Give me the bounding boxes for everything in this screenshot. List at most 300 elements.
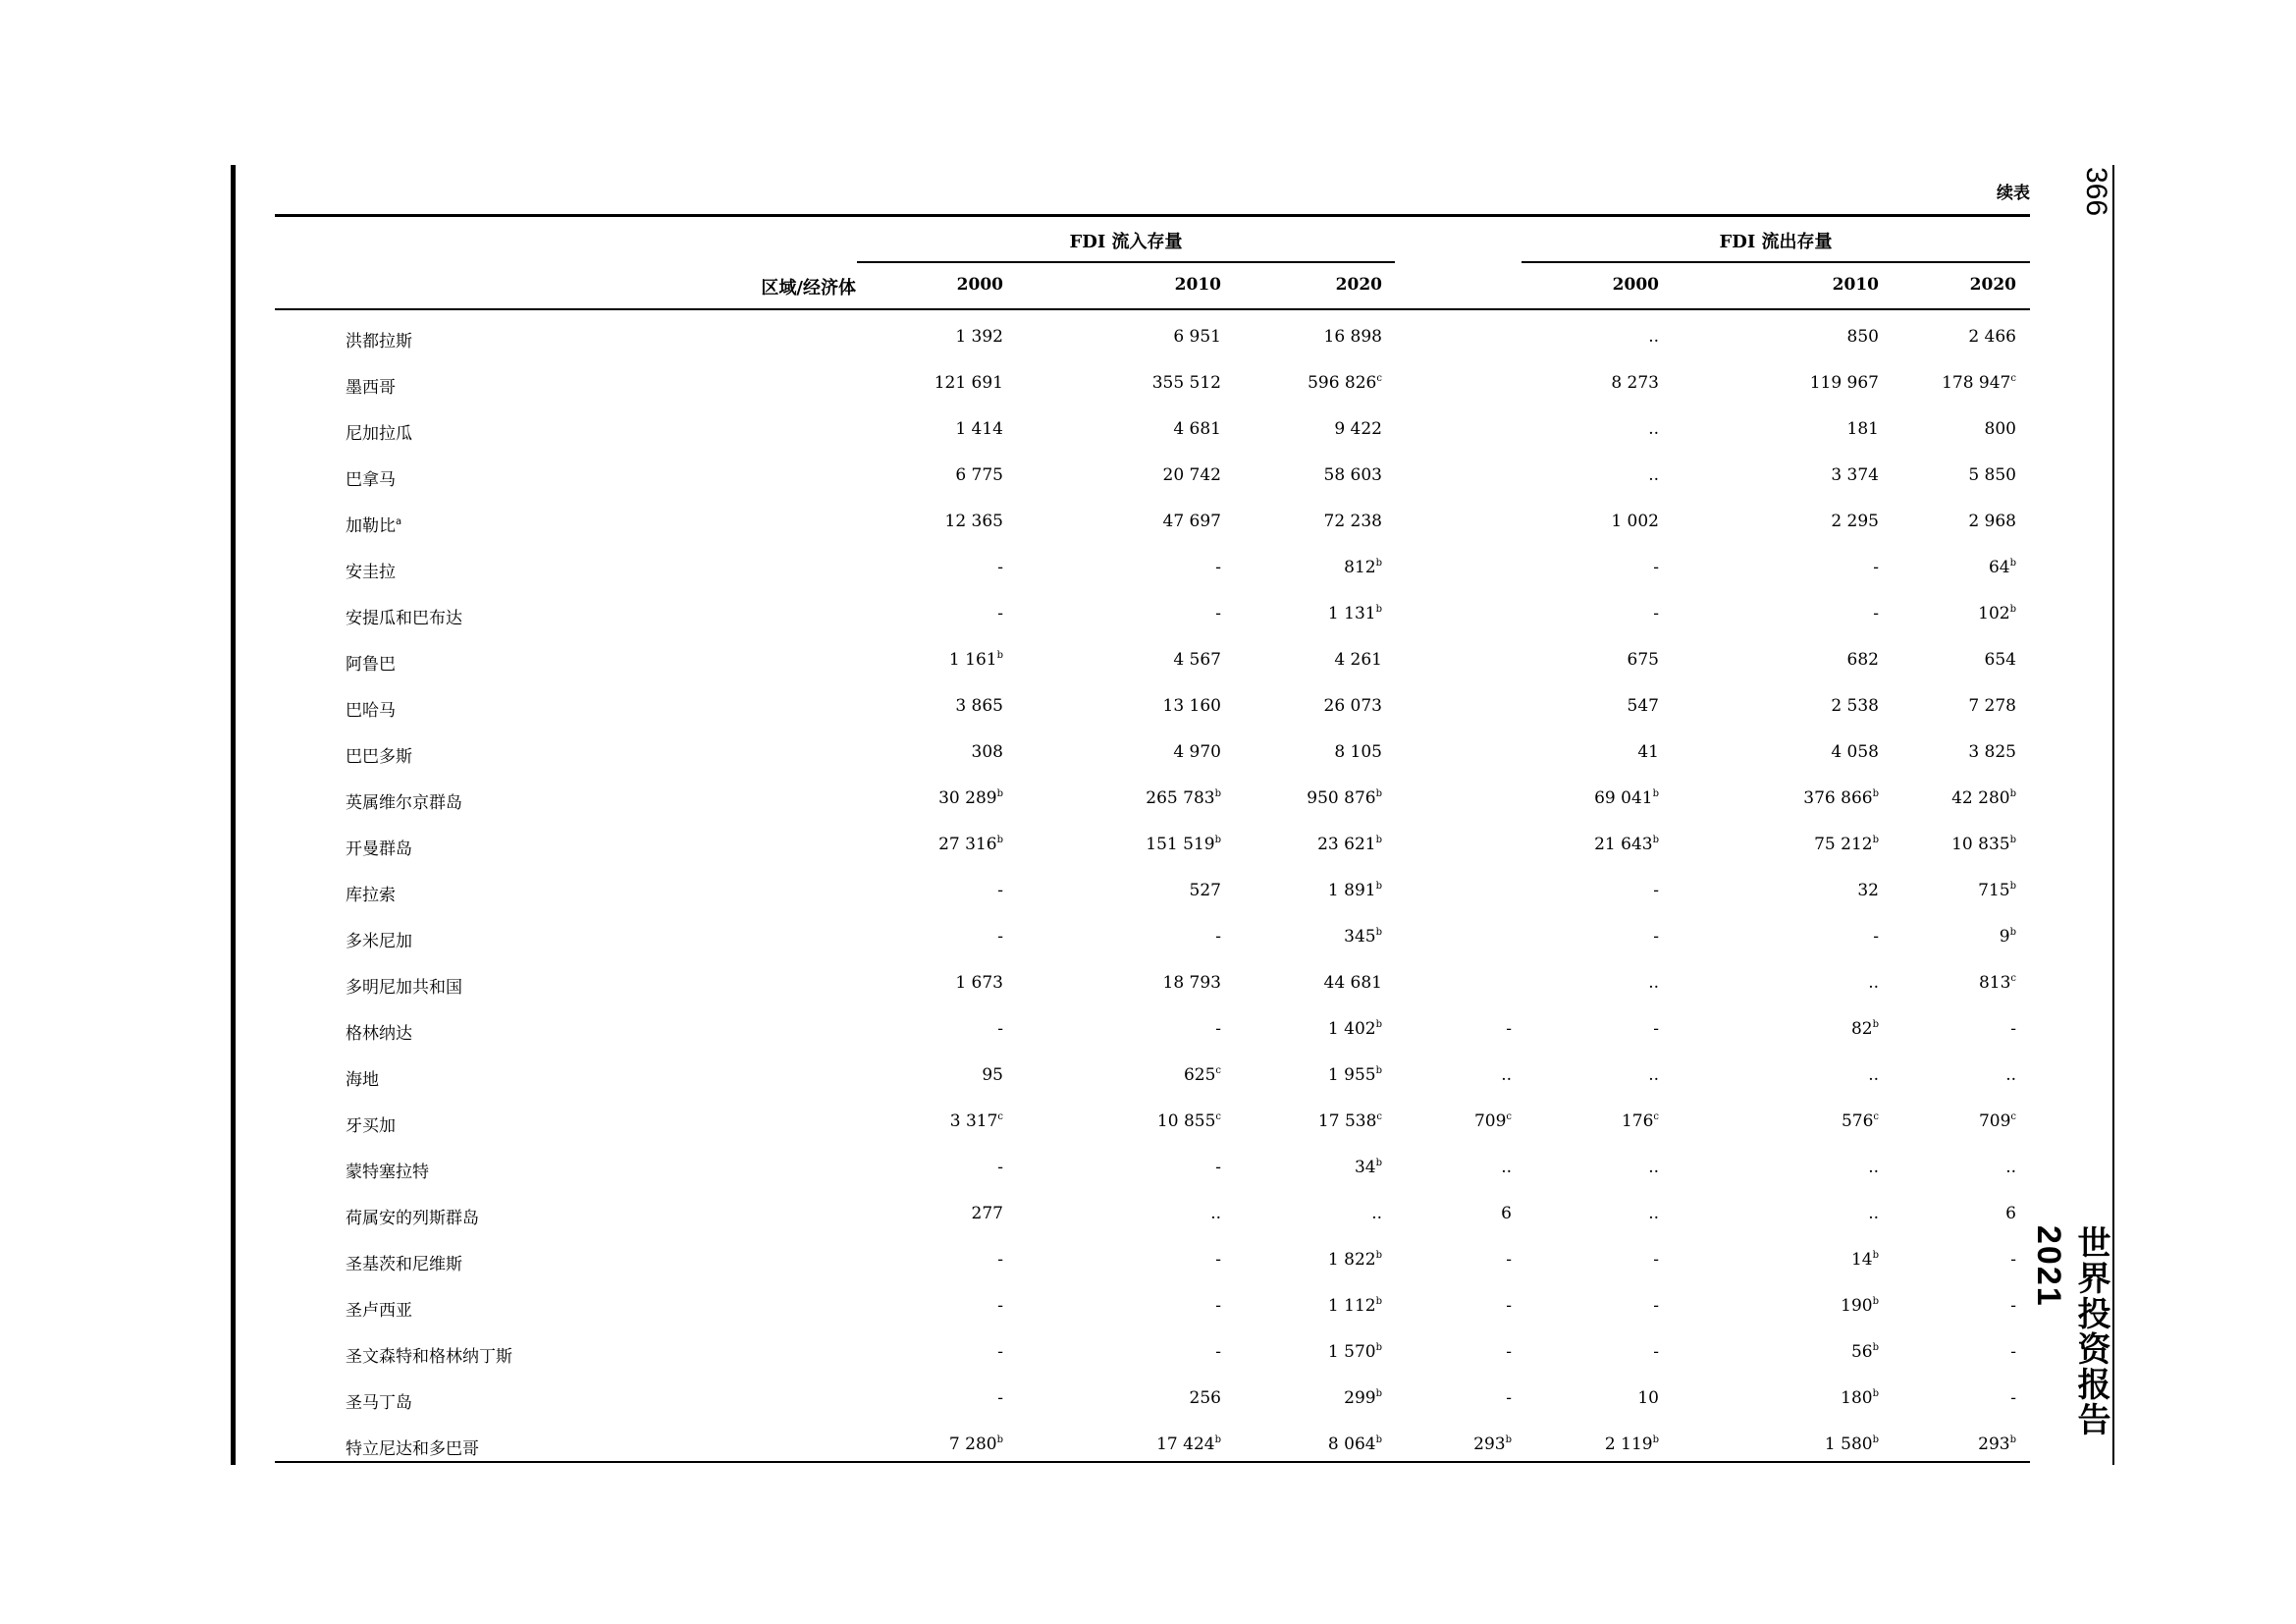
value-text: - — [1653, 927, 1659, 947]
value-text: 121 691 — [934, 373, 1003, 393]
inflow-year-2000: 2000 — [956, 275, 1003, 295]
economy-name — [346, 835, 412, 859]
economy-name — [346, 881, 396, 905]
outflow-group-rule — [1522, 261, 2030, 263]
value-cell — [1759, 1158, 1879, 1177]
value-cell — [1262, 1250, 1382, 1270]
value-cell — [1895, 373, 2016, 393]
value-cell — [1541, 742, 1659, 762]
value-text: 2 538 — [1831, 696, 1879, 716]
value-text: 20 742 — [1162, 465, 1221, 485]
value-cell — [1895, 650, 2016, 670]
value-cell — [1262, 1435, 1382, 1454]
value-text: - — [1873, 604, 1879, 623]
economy-name-text: 特立尼达和多巴哥 — [346, 1439, 479, 1459]
value-cell — [1262, 835, 1382, 854]
economy-name — [346, 1250, 462, 1274]
value-cell — [1759, 696, 1879, 716]
value-text: 6 — [1501, 1204, 1512, 1223]
table-row — [0, 317, 2296, 363]
value-cell — [1759, 881, 1879, 900]
value-text: 8 064 — [1327, 1435, 1376, 1454]
footnote-marker: b — [1375, 1158, 1382, 1168]
table-top-rule — [275, 214, 2030, 217]
value-cell — [883, 742, 1003, 762]
value-cell — [1541, 512, 1659, 531]
value-cell — [1262, 927, 1382, 947]
value-text: 23 621 — [1317, 835, 1376, 854]
value-text: - — [1215, 1158, 1221, 1177]
footnote-marker: a — [396, 516, 402, 527]
economy-name-text: 圣卢西亚 — [346, 1301, 412, 1321]
value-text: - — [1653, 881, 1659, 900]
table-row — [0, 1379, 2296, 1425]
value-cell — [1394, 1019, 1512, 1039]
value-cell — [1759, 1435, 1879, 1454]
value-text: 10 835 — [1951, 835, 2010, 854]
value-text: - — [1506, 1019, 1512, 1039]
table-header-rule — [275, 308, 2030, 310]
economy-name — [346, 512, 401, 536]
footnote-marker: b — [2009, 881, 2016, 892]
value-text: 4 567 — [1173, 650, 1221, 670]
footnote-marker: b — [1214, 835, 1221, 845]
value-cell — [1895, 1296, 2016, 1316]
value-text: 4 261 — [1334, 650, 1382, 670]
value-cell — [1394, 1204, 1512, 1223]
value-cell — [1101, 512, 1221, 531]
value-cell — [1541, 881, 1659, 900]
economy-name-text: 洪都拉斯 — [346, 332, 412, 352]
table-row — [0, 732, 2296, 779]
value-text: 800 — [1984, 419, 2016, 439]
outflow-year-2020: 2020 — [1969, 275, 2016, 295]
economy-name — [346, 742, 412, 767]
table-body — [0, 317, 2296, 1471]
value-text: 69 041 — [1594, 788, 1653, 808]
value-cell — [1541, 1388, 1659, 1408]
value-cell — [1895, 1250, 2016, 1270]
value-cell — [1101, 788, 1221, 808]
footnote-marker: c — [2010, 373, 2016, 384]
economy-name-text: 安提瓜和巴布达 — [346, 609, 462, 628]
value-text: 12 365 — [944, 512, 1003, 531]
economy-name — [346, 558, 396, 582]
table-row — [0, 686, 2296, 732]
footnote-marker: b — [2009, 1435, 2016, 1445]
value-text: - — [997, 881, 1003, 900]
value-text: 8 273 — [1611, 373, 1659, 393]
footnote-marker: b — [2009, 927, 2016, 938]
value-cell — [1759, 465, 1879, 485]
economy-name-text: 开曼群岛 — [346, 839, 412, 859]
value-cell — [1541, 419, 1659, 439]
value-cell — [1541, 558, 1659, 577]
table-row — [0, 456, 2296, 502]
value-cell — [1262, 558, 1382, 577]
footnote-marker: c — [1215, 1111, 1221, 1122]
value-text: .. — [1648, 1158, 1659, 1177]
economy-name-text: 英属维尔京群岛 — [346, 793, 462, 813]
value-text: 527 — [1189, 881, 1221, 900]
value-cell — [1895, 696, 2016, 716]
value-cell — [1101, 696, 1221, 716]
value-text: - — [1215, 1019, 1221, 1039]
economy-name-text: 墨西哥 — [346, 378, 396, 398]
value-cell — [1895, 465, 2016, 485]
value-cell — [1541, 1204, 1659, 1223]
footnote-marker: b — [2009, 558, 2016, 568]
economy-name — [346, 1111, 396, 1136]
value-cell — [1101, 419, 1221, 439]
value-cell — [883, 1250, 1003, 1270]
value-text: - — [2010, 1296, 2016, 1316]
economy-name-text: 蒙特塞拉特 — [346, 1163, 429, 1182]
value-text: - — [1873, 558, 1879, 577]
value-cell — [883, 512, 1003, 531]
value-text: 293 — [1473, 1435, 1506, 1454]
value-text: 1 131 — [1327, 604, 1376, 623]
value-cell — [1262, 1019, 1382, 1039]
value-text: - — [997, 1158, 1003, 1177]
economy-name-text: 尼加拉瓜 — [346, 424, 412, 444]
value-text: 58 603 — [1323, 465, 1382, 485]
economy-name — [346, 1296, 412, 1321]
value-text: 17 538 — [1317, 1111, 1377, 1131]
economy-name — [346, 927, 412, 951]
value-text: 190 — [1841, 1296, 1873, 1316]
value-cell — [1394, 1158, 1512, 1177]
value-cell — [883, 881, 1003, 900]
value-cell — [883, 973, 1003, 993]
value-text: 27 316 — [938, 835, 997, 854]
value-cell — [1895, 1388, 2016, 1408]
value-cell — [1101, 1019, 1221, 1039]
value-cell — [1541, 696, 1659, 716]
value-cell — [883, 696, 1003, 716]
value-text: 119 967 — [1809, 373, 1879, 393]
value-text: 17 424 — [1156, 1435, 1215, 1454]
value-cell — [1541, 973, 1659, 993]
footnote-marker: b — [1872, 1342, 1879, 1353]
value-cell — [1895, 881, 2016, 900]
footnote-marker: b — [1872, 1250, 1879, 1261]
table-row — [0, 1194, 2296, 1240]
value-text: - — [997, 1019, 1003, 1039]
value-text: - — [997, 1296, 1003, 1316]
value-cell — [1759, 1296, 1879, 1316]
value-cell — [1759, 973, 1879, 993]
value-text: 625 — [1183, 1065, 1216, 1085]
value-text: 64 — [1988, 558, 2010, 577]
table-row — [0, 1148, 2296, 1194]
footnote-marker: c — [1506, 1111, 1512, 1122]
value-cell — [883, 1296, 1003, 1316]
economy-name-text: 圣基茨和尼维斯 — [346, 1255, 462, 1274]
value-cell — [1101, 1111, 1221, 1131]
value-text: 1 891 — [1327, 881, 1376, 900]
footnote-marker: b — [1652, 788, 1659, 799]
economy-name — [346, 327, 412, 352]
value-text: 75 212 — [1814, 835, 1873, 854]
value-cell — [1895, 1158, 2016, 1177]
value-text: 277 — [971, 1204, 1003, 1223]
value-text: - — [1653, 558, 1659, 577]
economy-name-text: 圣马丁岛 — [346, 1393, 412, 1413]
value-cell — [1101, 650, 1221, 670]
value-text: 6 951 — [1173, 327, 1221, 347]
table-row — [0, 363, 2296, 409]
value-text: 1 955 — [1327, 1065, 1376, 1085]
value-text: 299 — [1344, 1388, 1376, 1408]
value-text: - — [2010, 1250, 2016, 1270]
value-text: 1 673 — [955, 973, 1003, 993]
value-text: 1 570 — [1327, 1342, 1376, 1362]
value-cell — [1895, 788, 2016, 808]
value-text: 355 512 — [1151, 373, 1221, 393]
outflow-group-title: FDI 流出存量 — [1719, 232, 1833, 252]
value-text: 293 — [1978, 1435, 2010, 1454]
value-cell — [1895, 1065, 2016, 1085]
value-cell — [1262, 650, 1382, 670]
value-cell — [883, 927, 1003, 947]
value-cell — [1262, 373, 1382, 393]
value-cell — [1262, 1111, 1382, 1131]
footnote-marker: b — [1375, 1019, 1382, 1030]
value-text: .. — [1210, 1204, 1221, 1223]
value-text: 308 — [971, 742, 1003, 762]
table-row — [0, 502, 2296, 548]
value-cell — [1262, 604, 1382, 623]
value-text: 709 — [1978, 1111, 2011, 1131]
value-text: .. — [1501, 1158, 1512, 1177]
value-text: - — [1653, 1250, 1659, 1270]
value-cell — [1759, 650, 1879, 670]
value-cell — [1394, 1296, 1512, 1316]
economy-name-text: 多米尼加 — [346, 932, 412, 951]
value-text: 7 280 — [948, 1435, 997, 1454]
value-text: - — [1506, 1342, 1512, 1362]
value-text: 654 — [1984, 650, 2016, 670]
value-text: 16 898 — [1323, 327, 1382, 347]
value-text: 2 119 — [1604, 1435, 1653, 1454]
economy-name — [346, 788, 462, 813]
value-text: - — [1653, 1342, 1659, 1362]
value-cell — [1759, 1342, 1879, 1362]
table-row — [0, 917, 2296, 963]
value-cell — [1895, 327, 2016, 347]
value-cell — [1759, 419, 1879, 439]
value-cell — [1101, 1342, 1221, 1362]
value-cell — [883, 1019, 1003, 1039]
table-row — [0, 594, 2296, 640]
footnote-marker: b — [1505, 1435, 1512, 1445]
economy-name — [346, 604, 462, 628]
footnote-marker: b — [1375, 881, 1382, 892]
value-cell — [883, 558, 1003, 577]
economy-name-text: 库拉索 — [346, 886, 396, 905]
value-cell — [1541, 1111, 1659, 1131]
value-text: 1 161 — [948, 650, 997, 670]
value-text: 21 643 — [1594, 835, 1653, 854]
value-text: 1 822 — [1327, 1250, 1376, 1270]
value-text: .. — [2005, 1065, 2016, 1085]
value-cell — [1895, 973, 2016, 993]
value-cell — [1101, 1204, 1221, 1223]
footnote-marker: b — [996, 835, 1003, 845]
value-text: 1 392 — [955, 327, 1003, 347]
value-cell — [1262, 881, 1382, 900]
value-text: .. — [1648, 973, 1659, 993]
value-text: - — [1506, 1250, 1512, 1270]
value-cell — [883, 1204, 1003, 1223]
value-text: 41 — [1637, 742, 1659, 762]
table-row — [0, 1286, 2296, 1332]
value-cell — [1262, 1388, 1382, 1408]
value-cell — [1394, 1342, 1512, 1362]
economy-name-text: 阿鲁巴 — [346, 655, 396, 675]
footnote-marker: c — [1376, 1111, 1382, 1122]
value-text: 345 — [1344, 927, 1376, 947]
footnote-marker: b — [1872, 835, 1879, 845]
value-cell — [1895, 512, 2016, 531]
value-cell — [1759, 1111, 1879, 1131]
value-text: .. — [1868, 973, 1879, 993]
value-cell — [883, 1065, 1003, 1085]
value-text: 547 — [1627, 696, 1659, 716]
value-cell — [1541, 927, 1659, 947]
value-text: 13 160 — [1162, 696, 1221, 716]
page-number: 366 — [2080, 167, 2112, 217]
value-cell — [1101, 327, 1221, 347]
value-cell — [1541, 1435, 1659, 1454]
value-text: 1 580 — [1824, 1435, 1873, 1454]
value-text: 2 968 — [1968, 512, 2016, 531]
economy-name-text: 巴哈马 — [346, 701, 396, 721]
value-text: 44 681 — [1323, 973, 1382, 993]
value-text: - — [1653, 1296, 1659, 1316]
value-cell — [1895, 604, 2016, 623]
value-cell — [1541, 1250, 1659, 1270]
footnote-marker: b — [1375, 1250, 1382, 1261]
value-cell — [1262, 742, 1382, 762]
value-cell — [1895, 558, 2016, 577]
value-text: .. — [1648, 1204, 1659, 1223]
economy-name — [346, 1158, 429, 1182]
value-text: 2 466 — [1968, 327, 2016, 347]
value-cell — [883, 650, 1003, 670]
footnote-marker: b — [1652, 835, 1659, 845]
value-text: - — [1215, 1250, 1221, 1270]
footnote-marker: b — [1214, 788, 1221, 799]
economy-name-text: 牙买加 — [346, 1116, 396, 1136]
table-row — [0, 1240, 2296, 1286]
value-text: 42 280 — [1951, 788, 2010, 808]
value-cell — [883, 604, 1003, 623]
economy-name — [346, 973, 462, 998]
value-cell — [1101, 1388, 1221, 1408]
value-text: 8 105 — [1334, 742, 1382, 762]
value-cell — [1262, 419, 1382, 439]
value-text: 72 238 — [1323, 512, 1382, 531]
value-cell — [1759, 1204, 1879, 1223]
economy-name — [346, 1204, 479, 1228]
value-text: 34 — [1354, 1158, 1376, 1177]
value-text: 813 — [1978, 973, 2011, 993]
value-text: 95 — [982, 1065, 1003, 1085]
value-cell — [1759, 373, 1879, 393]
footnote-marker: b — [1375, 1388, 1382, 1399]
value-text: - — [1215, 604, 1221, 623]
outflow-year-2010: 2010 — [1832, 275, 1879, 295]
value-text: 6 — [2005, 1204, 2016, 1223]
footnote-marker: c — [2010, 1111, 2016, 1122]
value-text: - — [997, 927, 1003, 947]
value-cell — [1895, 742, 2016, 762]
value-text: - — [2010, 1342, 2016, 1362]
footnote-marker: b — [2009, 788, 2016, 799]
footnote-marker: b — [1375, 927, 1382, 938]
footnote-marker: c — [1653, 1111, 1659, 1122]
value-text: 32 — [1857, 881, 1879, 900]
footnote-marker: b — [2009, 604, 2016, 615]
stub-header: 区域/经济体 — [761, 278, 856, 298]
footnote-marker: b — [1375, 558, 1382, 568]
economy-name-text: 巴拿马 — [346, 470, 396, 490]
table-row — [0, 1009, 2296, 1056]
value-cell — [883, 373, 1003, 393]
value-cell — [1262, 1158, 1382, 1177]
economy-name — [346, 696, 396, 721]
outflow-year-2000: 2000 — [1612, 275, 1659, 295]
value-text: 5 850 — [1968, 465, 2016, 485]
footnote-marker: b — [1375, 604, 1382, 615]
value-text: - — [997, 604, 1003, 623]
value-text: 9 — [1999, 927, 2010, 947]
value-text: 2 295 — [1831, 512, 1879, 531]
value-text: .. — [1648, 1065, 1659, 1085]
value-text: 14 — [1850, 1250, 1873, 1270]
value-text: 715 — [1978, 881, 2010, 900]
value-text: 47 697 — [1162, 512, 1221, 531]
value-cell — [883, 1342, 1003, 1362]
value-text: 4 058 — [1831, 742, 1879, 762]
value-cell — [883, 835, 1003, 854]
value-text: 3 825 — [1968, 742, 2016, 762]
value-text: 3 317 — [949, 1111, 998, 1131]
economy-name-text: 格林纳达 — [346, 1024, 412, 1044]
value-cell — [1101, 1065, 1221, 1085]
value-text: 18 793 — [1162, 973, 1221, 993]
value-cell — [1541, 1342, 1659, 1362]
value-text: 850 — [1846, 327, 1879, 347]
footnote-marker: c — [1873, 1111, 1879, 1122]
value-text: 812 — [1344, 558, 1376, 577]
value-text: - — [997, 1342, 1003, 1362]
value-cell — [1895, 927, 2016, 947]
footnote-marker: c — [2010, 973, 2016, 984]
value-cell — [1262, 973, 1382, 993]
footnote-marker: c — [997, 1111, 1003, 1122]
value-text: .. — [1868, 1065, 1879, 1085]
value-text: 9 422 — [1334, 419, 1382, 439]
value-cell — [1541, 373, 1659, 393]
value-cell — [1394, 1250, 1512, 1270]
value-cell — [1394, 1388, 1512, 1408]
value-cell — [1895, 1111, 2016, 1131]
inflow-group-title: FDI 流入存量 — [1069, 232, 1183, 252]
value-cell — [883, 1388, 1003, 1408]
